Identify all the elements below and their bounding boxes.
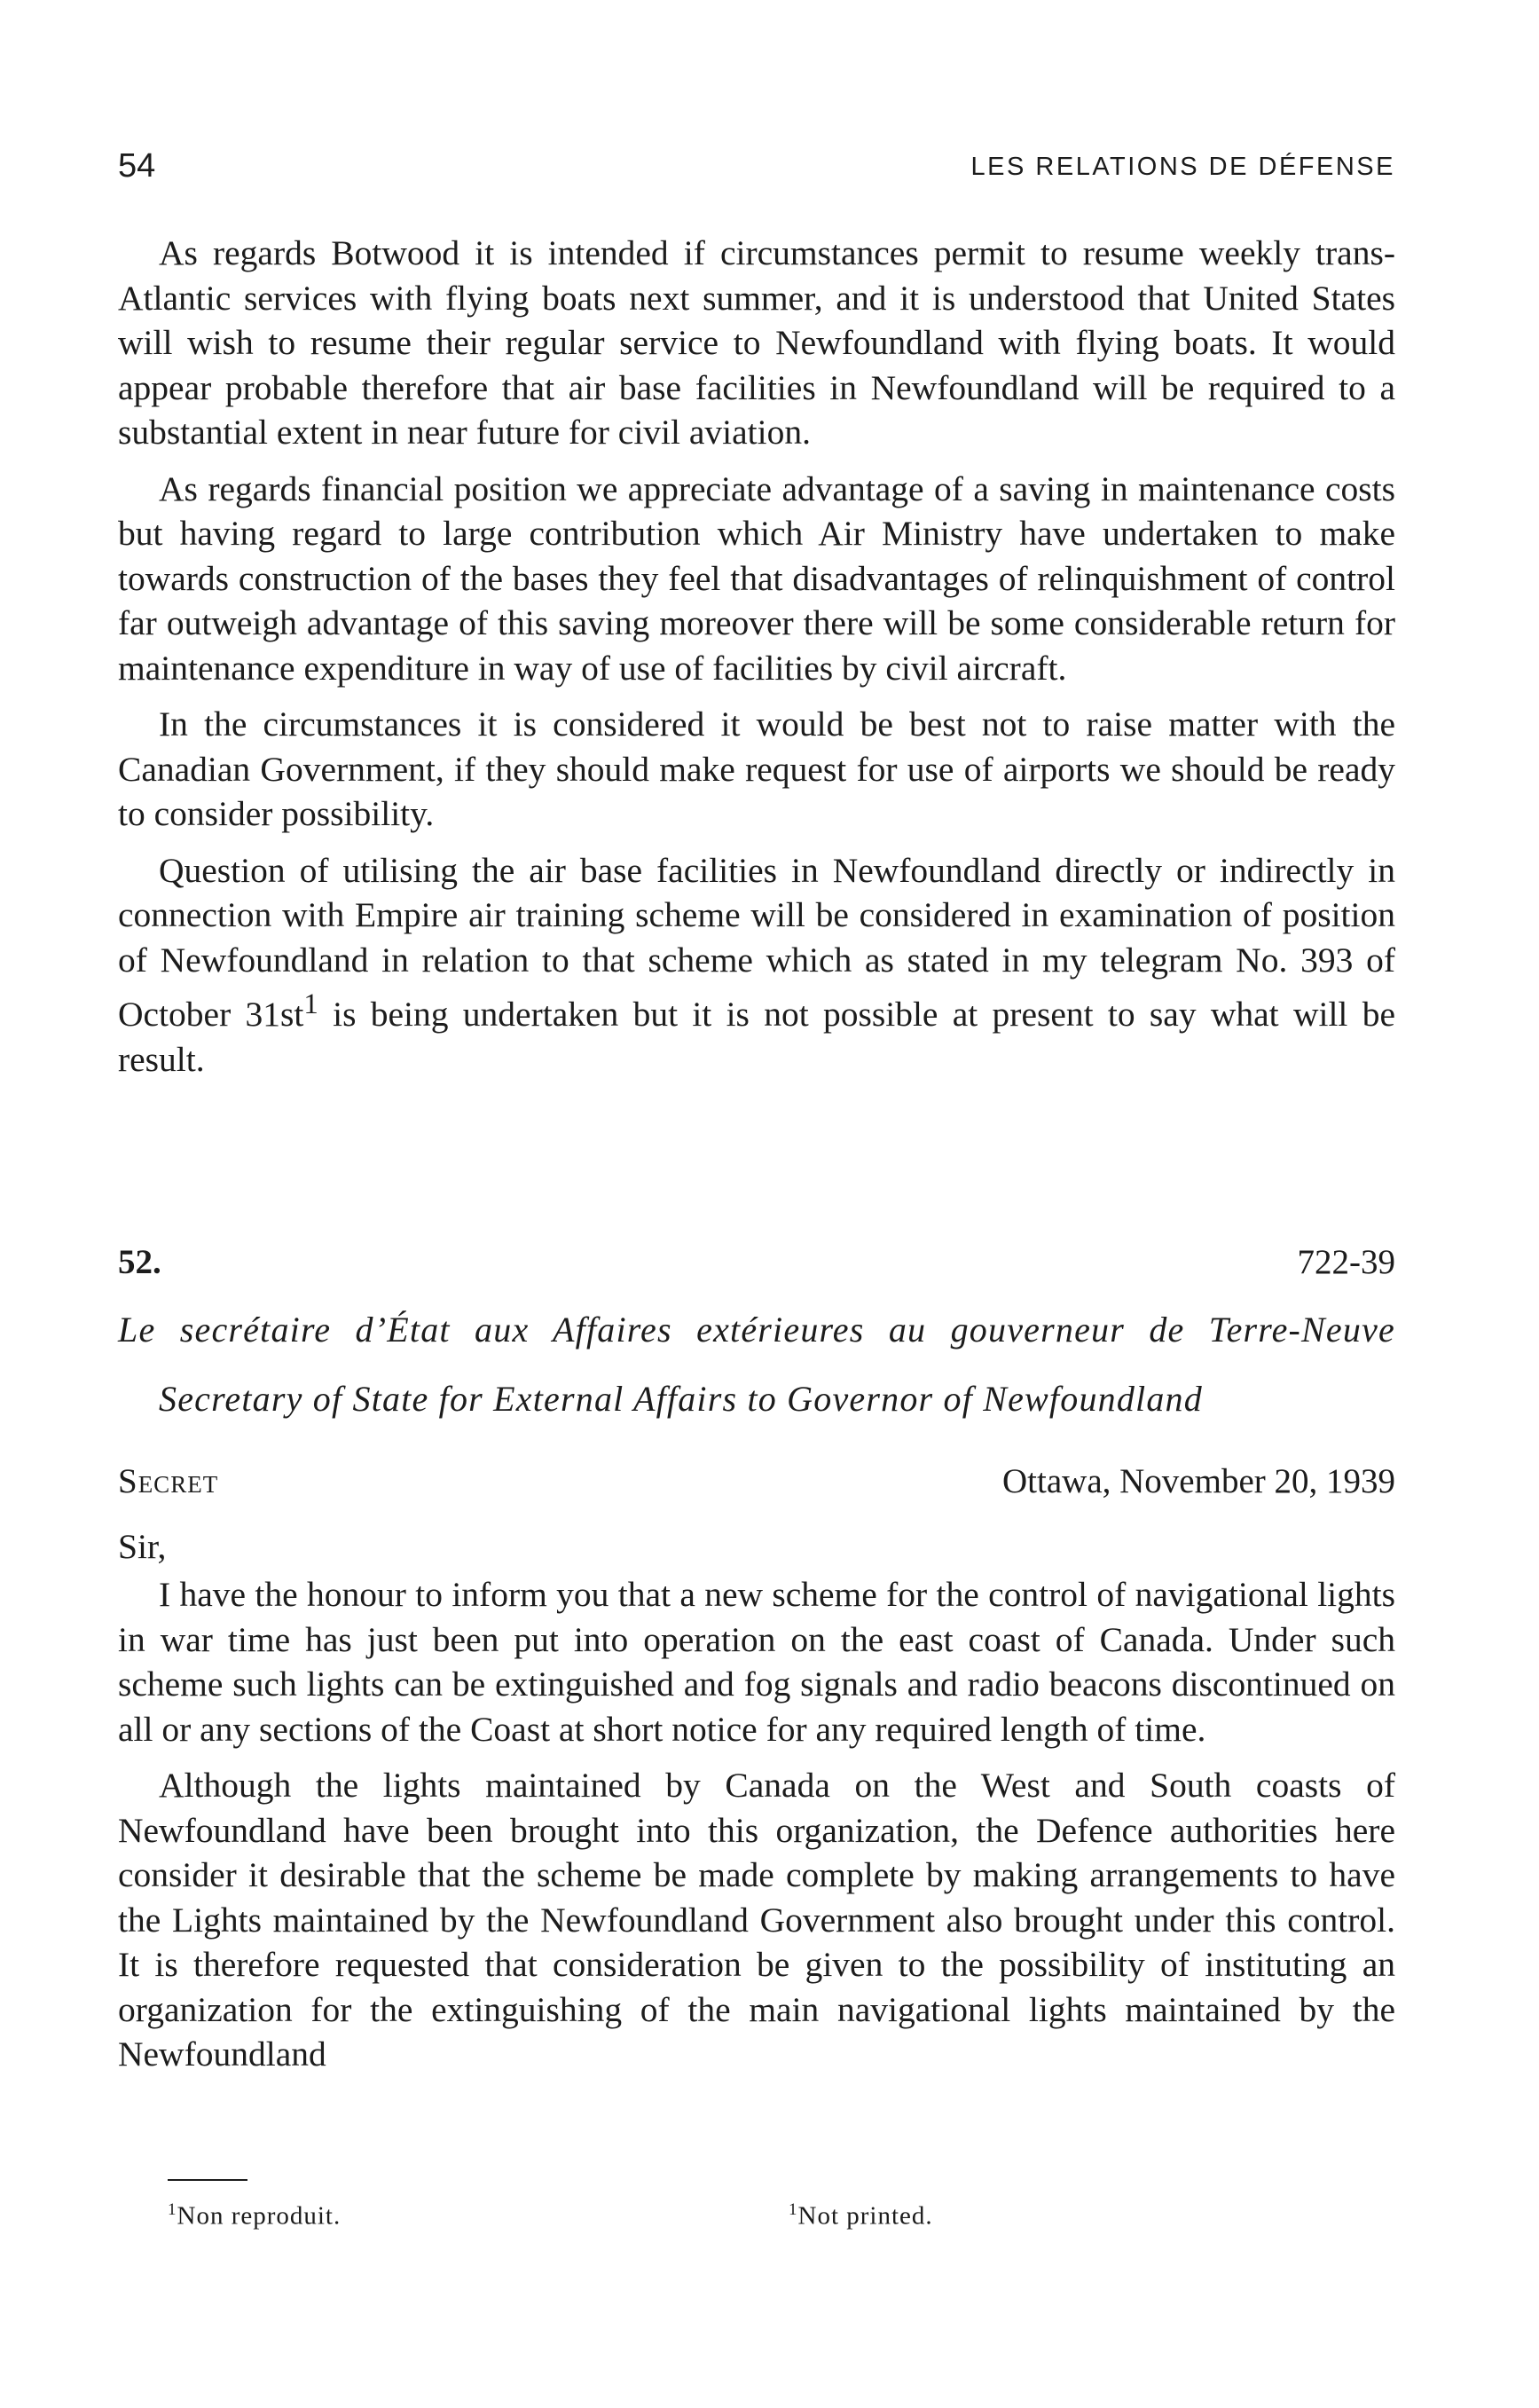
paragraph: Question of utilising the air base facilities in Newfoundland directly or indirectly in connection with Empire air training scheme will be considered in examination of position of Newfoundland in relation to that scheme which as stated in my telegram No. 393 of October $31st^1$ is being undertaken but it is not possible at present to say what will be result. [118,850,1395,1079]
footnote-divider [168,2179,247,2181]
paragraph: As regards financial position we appreciate advantage of a saving in maintenance costs but having regard to large contribution which Air Ministry have undertaken to make towards construction of the bases they feel that disadvantages of relinquishment of control far outweigh advantage of this saving moreover there will be some considerable return for maintenance expenditure in way of use of facilities by civil aircraft. [118,468,1395,688]
dateline [118,1461,1395,1506]
paragraph: Although the lights maintained by Canada on the West and South coasts of Newfoundland have been brought into this organization, the Defence authorities here consider it desirable that the scheme be made complete by making arrangements to have the Lights maintained by the Newfoundland Government also brought under this control. It is therefore requested that consideration be given to the possibility of instituting an organization for the extinguishing of the main navigational lights maintained by the Newfoundland [118,1766,1395,2074]
file-number: 722-39 [1297,1243,1395,1281]
paragraph: In the circumstances it is considered it would be best not to raise matter with the Canadian Government, if they should make request for use of airports we should be ready to consider possibility. [118,704,1395,833]
document-heading [118,1242,1395,1287]
document-title-english: Secretary of State for External Affairs to Governor of Newfoundland [159,1379,1203,1419]
page-number: 54 [118,147,156,185]
running-title: LES RELATIONS DE DÉFENSE [970,153,1395,181]
paragraph: I have the honour to inform you that a new scheme for the control of navigational lights in war time has just been put into operation on the east coast of Canada. Under such scheme such lights can be extinguished and fog signals and radio beacons discontinued on all or any sections of the Coast at short notice for any required length of time. [118,1575,1395,1749]
running-header [118,147,1395,192]
letter-body [118,1572,1395,2077]
classification-label: Secret [118,1462,219,1500]
footnote-reference: 1 [303,988,318,1020]
document-title-french: Le secrétaire d’État aux Affaires extérieures au gouverneur de Terre-Neuve [118,1310,1395,1350]
footnote-english: $^1$Not printed. [789,2200,933,2231]
document-number: 52. [118,1243,161,1281]
footnote-french: $^1$Non reproduit. [168,2200,342,2231]
paragraph: As regards Botwood it is intended if circumstances permit to resume weekly trans-Atlantic services with flying boats next summer, and it is understood that United States will wish to resume their regular service to Newfoundland with flying boats. It would appear probable therefore that air base facilities in Newfoundland will be required to a substantial extent in near future for civil aviation. [118,233,1395,452]
telegram-continuation [118,231,1395,1082]
salutation: Sir, [118,1527,167,1566]
place-and-date: Ottawa, November 20, 1939 [1002,1462,1395,1500]
